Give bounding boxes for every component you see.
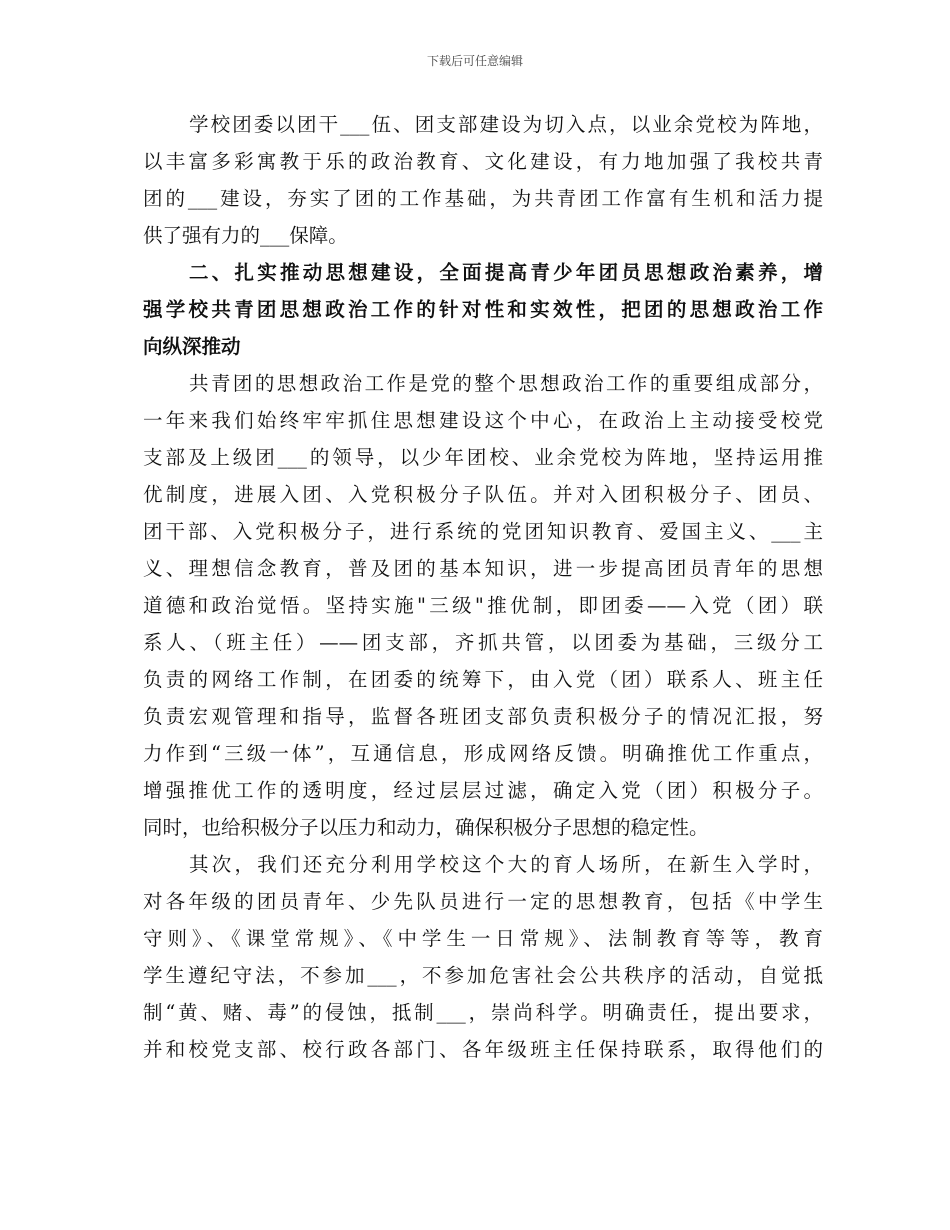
text-line: 支部及上级团___的领导，以少年团校、业余党校为阵地，坚持运用推	[143, 446, 823, 469]
text-line: 一年来我们始终牢牢抓住思想建设这个中心，在政治上主动接受校党	[143, 409, 823, 432]
text-line: 对各年级的团员青年、少先队员进行一定的思想教育，包括《中学生	[143, 890, 823, 913]
text-line: 负责宏观管理和指导，监督各班团支部负责积极分子的情况汇报，努	[143, 705, 823, 728]
text-line: 其次，我们还充分利用学校这个大的育人场所，在新生入学时，	[189, 853, 823, 876]
section-heading-line: 向纵深推动	[143, 335, 241, 358]
text-line: 负责的网络工作制，在团委的统筹下，由入党（团）联系人、班主任	[143, 668, 823, 691]
text-line: 并和校党支部、校行政各部门、各年级班主任保持联系，取得他们的	[143, 1038, 823, 1061]
text-line: 共青团的思想政治工作是党的整个思想政治工作的重要组成部分，	[189, 372, 823, 395]
text-line: 系人、（班主任）——团支部，齐抓共管，以团委为基础，三级分工	[143, 631, 823, 654]
text-line: 力作到“三级一体”，互通信息，形成网络反馈。明确推优工作重点，	[143, 742, 823, 765]
text-line: 以丰富多彩寓教于乐的政治教育、文化建设，有力地加强了我校共青	[143, 150, 823, 173]
text-line: 义、理想信念教育，普及团的基本知识，进一步提高团员青年的思想	[143, 557, 823, 580]
text-line: 学生遵纪守法，不参加___，不参加危害社会公共秩序的活动，自觉抵	[143, 964, 823, 987]
text-line: 团干部、入党积极分子，进行系统的党团知识教育、爱国主义、___主	[143, 520, 823, 543]
text-line: 供了强有力的___保障。	[143, 224, 348, 247]
text-line: 同时，也给积极分子以压力和动力，确保积极分子思想的稳定性。	[143, 816, 709, 839]
section-heading-line: 二、扎实推动思想建设，全面提高青少年团员思想政治素养，增	[189, 261, 823, 284]
text-line: 守则》、《课堂常规》、《中学生一日常规》、法制教育等等，教育	[143, 927, 823, 950]
text-line: 增强推优工作的透明度，经过层层过滤，确定入党（团）积极分子。	[143, 779, 823, 802]
text-line: 团的___建设，夯实了团的工作基础，为共青团工作富有生机和活力提	[143, 187, 823, 210]
text-line: 学校团委以团干___伍、团支部建设为切入点，以业余党校为阵地，	[189, 113, 823, 136]
page-header-note: 下载后可任意编辑	[426, 54, 523, 68]
section-heading-line: 强学校共青团思想政治工作的针对性和实效性，把团的思想政治工作	[143, 298, 823, 321]
text-line: 优制度，进展入团、入党积极分子队伍。并对入团积极分子、团员、	[143, 483, 823, 506]
document-body	[143, 106, 823, 1068]
text-line: 制“黄、赌、毒”的侵蚀，抵制___，崇尚科学。明确责任，提出要求，	[143, 1001, 823, 1024]
text-line: 道德和政治觉悟。坚持实施"三级"推优制，即团委——入党（团）联	[143, 594, 823, 617]
